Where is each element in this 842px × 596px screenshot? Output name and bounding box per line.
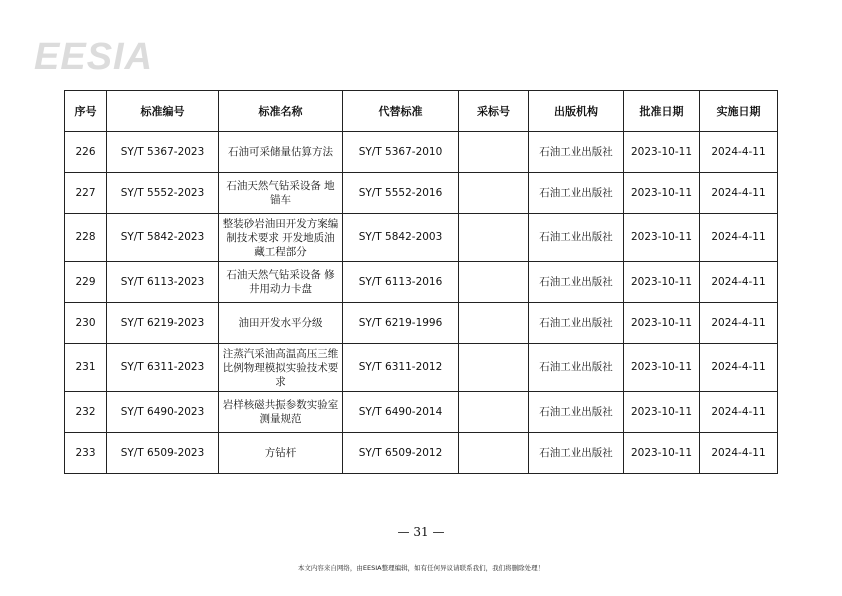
cell-no: 230 [65,303,107,344]
cell-replace: SY/T 5842-2003 [343,214,459,262]
header-cell: 标准编号 [107,91,219,132]
cell-replace: SY/T 6113-2016 [343,262,459,303]
cell-approve: 2023-10-11 [624,303,700,344]
cell-code: SY/T 6311-2023 [107,344,219,392]
cell-code: SY/T 6219-2023 [107,303,219,344]
header-cell: 序号 [65,91,107,132]
cell-replace: SY/T 6509-2012 [343,433,459,474]
cell-code: SY/T 6509-2023 [107,433,219,474]
cell-replace: SY/T 5367-2010 [343,132,459,173]
cell-adopt [459,344,529,392]
disclaimer-text: 本文内容来自网络，由EESIA整理编辑，如有任何异议请联系我们，我们将删除处理！ [297,564,545,572]
cell-adopt [459,303,529,344]
header-cell: 采标号 [459,91,529,132]
table-row [65,392,778,433]
cell-publisher: 石油工业出版社 [529,173,624,214]
cell-approve: 2023-10-11 [624,262,700,303]
table-row [65,344,778,392]
cell-approve: 2023-10-11 [624,392,700,433]
page-number: — 31 — [397,525,445,539]
cell-publisher: 石油工业出版社 [529,303,624,344]
cell-no: 232 [65,392,107,433]
cell-effective: 2024-4-11 [700,173,778,214]
cell-effective: 2024-4-11 [700,214,778,262]
cell-approve: 2023-10-11 [624,214,700,262]
cell-no: 233 [65,433,107,474]
cell-replace: SY/T 6219-1996 [343,303,459,344]
table-header-row [65,91,778,132]
cell-no: 229 [65,262,107,303]
cell-publisher: 石油工业出版社 [529,262,624,303]
cell-name: 石油天然气钻采设备 修井用动力卡盘 [219,262,343,303]
cell-replace: SY/T 5552-2016 [343,173,459,214]
cell-replace: SY/T 6311-2012 [343,344,459,392]
cell-name: 方钻杆 [219,433,343,474]
table-row [65,132,778,173]
table-row [65,433,778,474]
header-cell: 出版机构 [529,91,624,132]
cell-publisher: 石油工业出版社 [529,214,624,262]
cell-effective: 2024-4-11 [700,392,778,433]
cell-effective: 2024-4-11 [700,303,778,344]
cell-adopt [459,433,529,474]
table-row [65,214,778,262]
cell-publisher: 石油工业出版社 [529,433,624,474]
cell-approve: 2023-10-11 [624,433,700,474]
cell-adopt [459,173,529,214]
cell-publisher: 石油工业出版社 [529,344,624,392]
cell-no: 226 [65,132,107,173]
cell-code: SY/T 5842-2023 [107,214,219,262]
cell-approve: 2023-10-11 [624,344,700,392]
table-row [65,303,778,344]
standards-table [64,90,778,474]
cell-approve: 2023-10-11 [624,173,700,214]
cell-adopt [459,392,529,433]
cell-name: 整装砂岩油田开发方案编制技术要求 开发地质油藏工程部分 [219,214,343,262]
cell-publisher: 石油工业出版社 [529,132,624,173]
eesia-logo: EESIA [34,36,154,78]
cell-name: 石油可采储量估算方法 [219,132,343,173]
cell-name: 油田开发水平分级 [219,303,343,344]
cell-code: SY/T 5367-2023 [107,132,219,173]
cell-name: 岩样核磁共振参数实验室测量规范 [219,392,343,433]
cell-code: SY/T 6113-2023 [107,262,219,303]
cell-no: 228 [65,214,107,262]
cell-name: 石油天然气钻采设备 地锚车 [219,173,343,214]
table-row [65,262,778,303]
cell-code: SY/T 6490-2023 [107,392,219,433]
cell-effective: 2024-4-11 [700,344,778,392]
cell-code: SY/T 5552-2023 [107,173,219,214]
cell-replace: SY/T 6490-2014 [343,392,459,433]
cell-effective: 2024-4-11 [700,262,778,303]
cell-adopt [459,262,529,303]
cell-no: 231 [65,344,107,392]
cell-no: 227 [65,173,107,214]
cell-adopt [459,132,529,173]
header-cell: 实施日期 [700,91,778,132]
header-cell: 代替标准 [343,91,459,132]
header-cell: 标准名称 [219,91,343,132]
cell-adopt [459,214,529,262]
header-cell: 批准日期 [624,91,700,132]
cell-name: 注蒸汽采油高温高压三维比例物理模拟实验技术要求 [219,344,343,392]
cell-approve: 2023-10-11 [624,132,700,173]
cell-effective: 2024-4-11 [700,433,778,474]
cell-publisher: 石油工业出版社 [529,392,624,433]
table-row [65,173,778,214]
cell-effective: 2024-4-11 [700,132,778,173]
